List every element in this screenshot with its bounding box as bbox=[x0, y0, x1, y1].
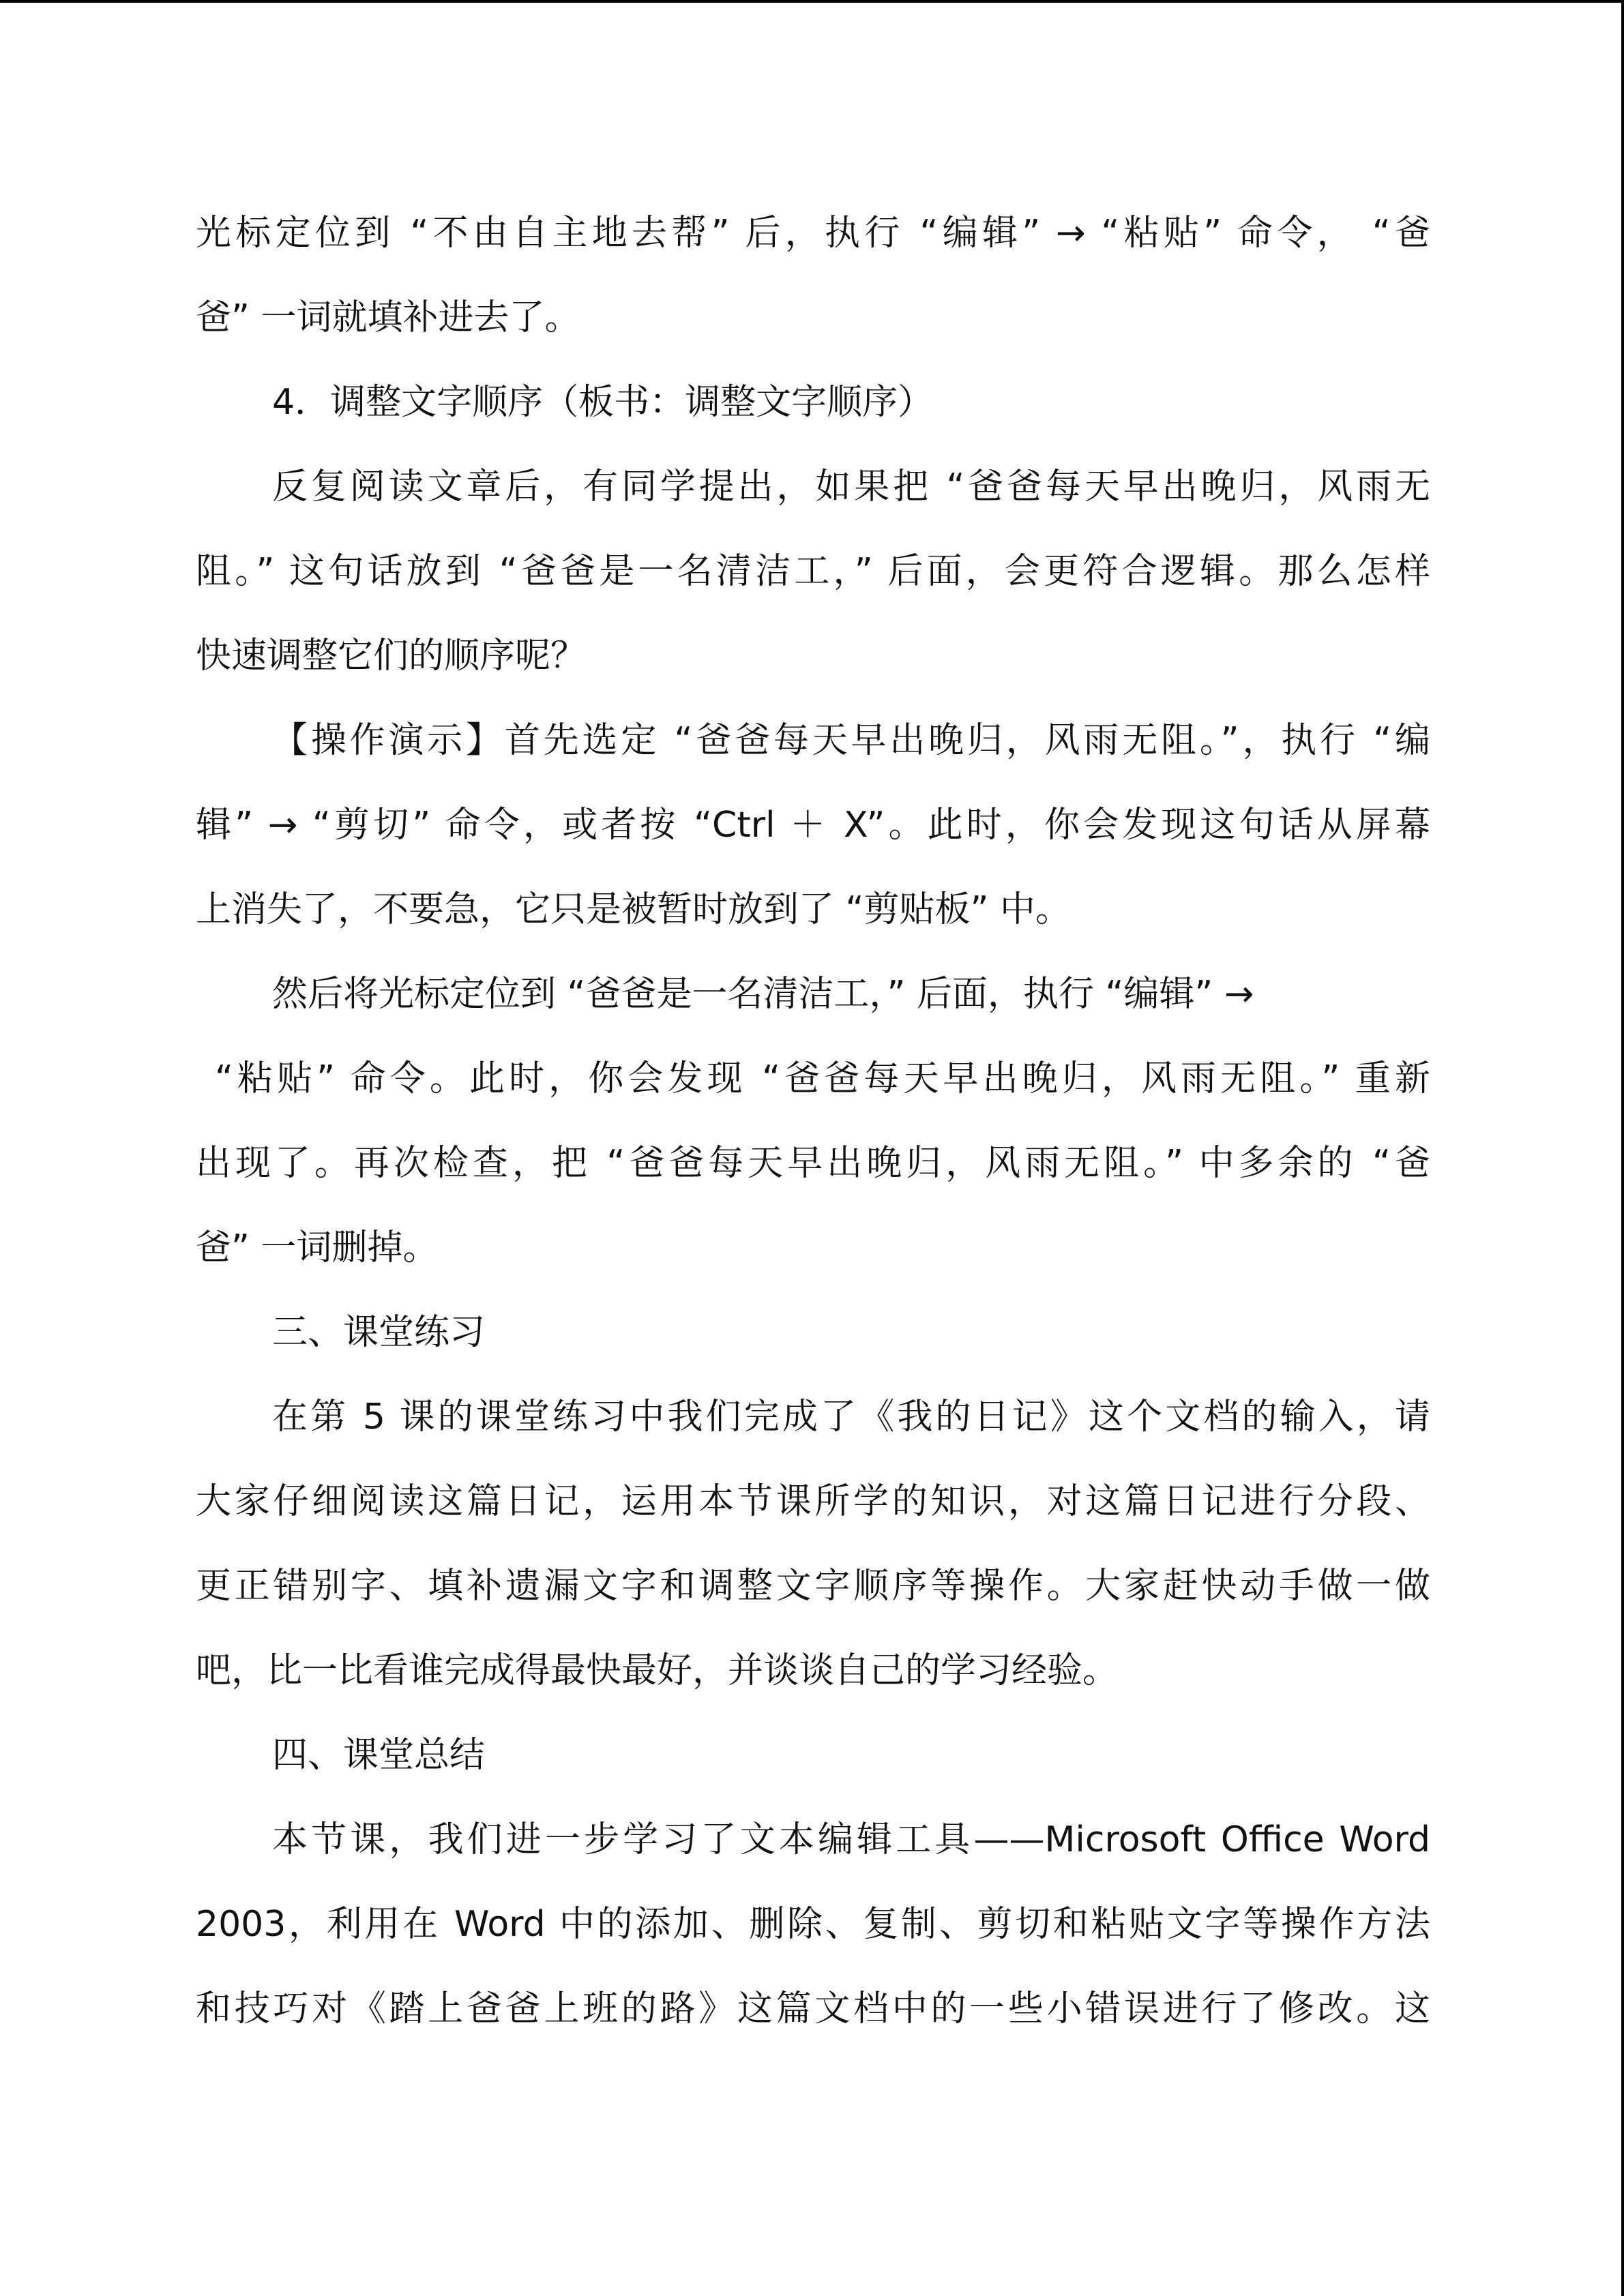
text-line: 上消失了，不要急，它只是被暂时放到了 “剪贴板” 中。 bbox=[196, 889, 1071, 930]
text-line: 在第 5 课的课堂练习中我们完成了《我的日记》这个文档的输入，请 bbox=[272, 1397, 1430, 1437]
text-line: 吧，比一比看谁完成得最快最好，并谈谈自己的学习经验。 bbox=[196, 1650, 1119, 1691]
text-line: 和技巧对《踏上爸爸上班的路》这篇文档中的一些小错误进行了修改。这 bbox=[196, 1988, 1430, 2029]
text-line: 更正错别字、填补遗漏文字和调整文字顺序等操作。大家赶快动手做一做 bbox=[196, 1566, 1430, 1607]
text-line: 快速调整它们的顺序呢？ bbox=[196, 636, 587, 676]
page-right-border bbox=[1621, 0, 1624, 2296]
text-line: 大家仔细阅读这篇日记，运用本节课所学的知识，对这篇日记进行分段、 bbox=[196, 1481, 1430, 1522]
text-line: “粘贴” 命令。此时，你会发现 “爸爸每天早出晚归，风雨无阻。” 重新 bbox=[215, 1058, 1430, 1099]
section-heading: 四、课堂总结 bbox=[272, 1735, 486, 1776]
text-line: 【操作演示】首先选定 “爸爸每天早出晚归，风雨无阻。”，执行 “编 bbox=[272, 720, 1430, 761]
text-line: 爸” 一词就填补进去了。 bbox=[196, 297, 580, 338]
page-top-border bbox=[0, 0, 1624, 3]
document-body bbox=[196, 191, 1430, 2051]
section-heading: 4．调整文字顺序（板书：调整文字顺序） bbox=[272, 382, 934, 423]
text-line: 爸” 一词删掉。 bbox=[196, 1227, 439, 1268]
text-line: 反复阅读文章后，有同学提出，如果把 “爸爸每天早出晚归，风雨无 bbox=[272, 466, 1430, 507]
text-line: 出现了。再次检查，把 “爸爸每天早出晚归，风雨无阻。” 中多余的 “爸 bbox=[196, 1143, 1430, 1184]
text-line: 然后将光标定位到 “爸爸是一名清洁工，” 后面，执行 “编辑” → bbox=[272, 974, 1254, 1015]
text-line: 本节课，我们进一步学习了文本编辑工具——Microsoft Office Word bbox=[272, 1819, 1430, 1860]
text-line: 2003，利用在 Word 中的添加、删除、复制、剪切和粘贴文字等操作方法 bbox=[196, 1904, 1430, 1945]
section-heading: 三、课堂练习 bbox=[272, 1312, 486, 1353]
text-line: 光标定位到 “不由自主地去帮” 后，执行 “编辑” → “粘贴” 命令， “爸 bbox=[196, 213, 1430, 254]
text-line: 阻。” 这句话放到 “爸爸是一名清洁工，” 后面，会更符合逻辑。那么怎样 bbox=[196, 551, 1430, 592]
text-line: 辑” → “剪切” 命令，或者按 “Ctrl ＋ X”。此时，你会发现这句话从屏幕 bbox=[196, 805, 1430, 846]
